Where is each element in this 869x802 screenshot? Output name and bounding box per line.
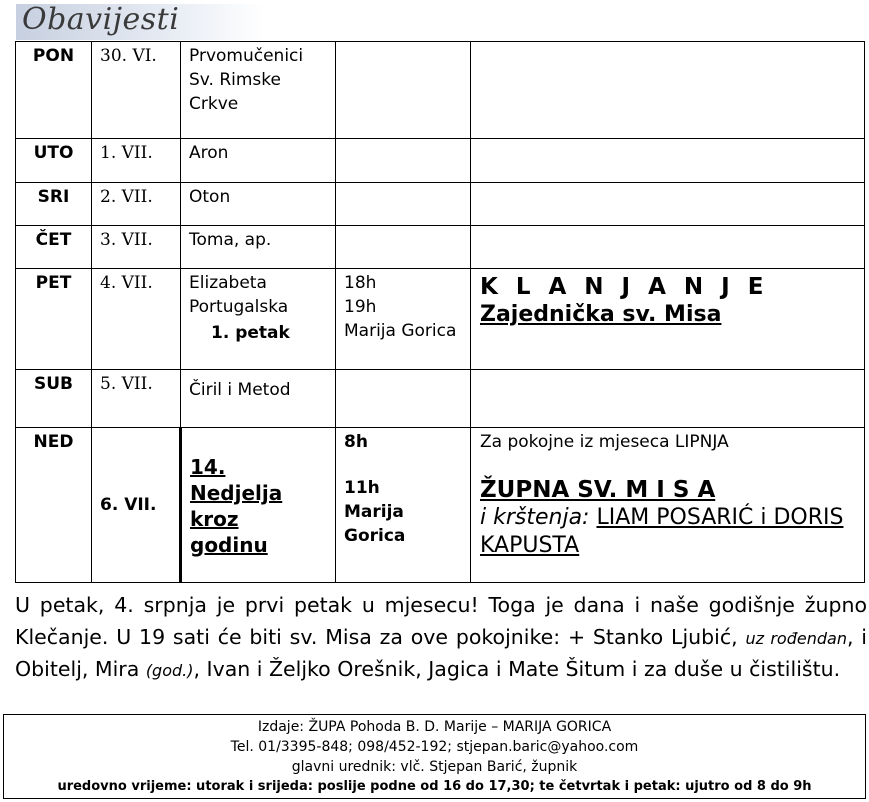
time-line: 18h <box>344 273 377 293</box>
announcement-note: uz rođendan <box>745 628 847 648</box>
first-friday-note: 1. petak <box>211 323 290 343</box>
event-cell <box>471 428 865 583</box>
sunday-title <box>190 454 327 558</box>
table-row <box>16 226 865 269</box>
time-cell <box>336 139 471 183</box>
announcement-paragraph <box>15 590 867 687</box>
event-cell <box>471 370 865 428</box>
sunday-title-line: godinu <box>190 533 268 557</box>
saint-line: Prvomučenici <box>189 46 304 66</box>
time-cell <box>336 42 471 139</box>
saint-line: Portugalska <box>189 297 289 317</box>
schedule-table <box>15 41 865 583</box>
mass-intention: Za pokojne iz mjeseca LIPNJA <box>480 432 729 452</box>
day-cell: PON <box>16 42 92 139</box>
date-cell: 3. VII. <box>92 226 181 269</box>
day-cell: NED <box>16 428 92 583</box>
date-cell: 2. VII. <box>92 183 181 226</box>
time-line: Marija <box>344 502 404 522</box>
common-mass-label: Zajednička sv. Misa <box>480 302 722 327</box>
announcement-note: (god.) <box>145 661 194 680</box>
table-row <box>16 42 865 139</box>
saint-cell <box>181 183 336 226</box>
saint-cell <box>181 370 336 428</box>
day-cell: ČET <box>16 226 92 269</box>
saint-line: Sv. Rimske <box>189 70 281 90</box>
time-line: 19h <box>344 297 377 317</box>
announcement-text: , i Obitelj, Mira <box>15 624 867 681</box>
editor-line: glavni urednik: vlč. Stjepan Barić, župnik <box>291 759 578 775</box>
baptism-label: i krštenja: <box>480 505 590 530</box>
date-cell: 6. VII. <box>92 428 181 583</box>
date-cell: 30. VI. <box>92 42 181 139</box>
time-line: 8h <box>344 432 368 452</box>
publisher-line: Izdaje: ŽUPA Pohoda B. D. Marije – MARIJA GORICA <box>257 719 612 735</box>
event-cell <box>471 183 865 226</box>
sunday-title-line: kroz <box>190 507 239 531</box>
saint-line: Toma, ap. <box>189 230 272 250</box>
time-cell <box>336 226 471 269</box>
date-cell: 4. VII. <box>92 269 181 370</box>
sunday-title-line: 14. <box>190 455 226 479</box>
day-cell: SRI <box>16 183 92 226</box>
table-row <box>16 428 865 583</box>
baptism-names: LIAM POSARIĆ i DORIS KAPUSTA <box>480 505 844 558</box>
time-line: Marija Gorica <box>344 321 457 341</box>
table-row <box>16 139 865 183</box>
day-cell: UTO <box>16 139 92 183</box>
saint-line: Oton <box>189 187 231 207</box>
date-cell: 1. VII. <box>92 139 181 183</box>
office-hours-line: uredovno vrijeme: utorak i srijeda: poslije podne od 16 do 17,30; te četvrtak i petak: ujutro od 8 do 9h <box>57 779 812 794</box>
baptism-line <box>480 504 856 560</box>
contact-line: Tel. 01/3395-848; 098/452-192; stjepan.baric@yahoo.com <box>230 739 639 755</box>
time-cell <box>336 428 471 583</box>
event-cell <box>471 269 865 370</box>
time-cell <box>336 183 471 226</box>
saint-line: Aron <box>189 143 229 163</box>
page-title: Obavijesti <box>22 2 180 37</box>
saint-line: Crkve <box>189 94 239 114</box>
event-cell <box>471 139 865 183</box>
announcement-text: U petak, 4. srpnja je prvi petak u mjesecu! Toga je dana i naše godišnje župno Klečanje. U 19 sati će biti sv. Misa za ove pokojnike: + Stanko Ljubić, <box>15 593 867 649</box>
time-line: Gorica <box>344 526 406 546</box>
saint-cell <box>181 226 336 269</box>
day-cell: PET <box>16 269 92 370</box>
saint-line: Čiril i Metod <box>189 380 291 400</box>
sunday-title-line: Nedjelja <box>190 481 283 505</box>
date-cell: 5. VII. <box>92 370 181 428</box>
table-row <box>16 269 865 370</box>
parish-mass-title: ŽUPNA SV. M I S A <box>480 477 716 503</box>
day-cell: SUB <box>16 370 92 428</box>
time-cell <box>336 269 471 370</box>
saint-cell <box>181 42 336 139</box>
adoration-title: K L A N J A N J E <box>480 274 769 300</box>
time-cell <box>336 370 471 428</box>
event-cell <box>471 226 865 269</box>
event-cell <box>471 42 865 139</box>
announcement-text: , Ivan i Željko Orešnik, Jagica i Mate Šitum i za duše u čistilištu. <box>193 657 841 681</box>
table-row <box>16 370 865 428</box>
saint-cell <box>181 269 336 370</box>
saint-cell <box>181 139 336 183</box>
saint-line: Elizabeta <box>189 273 267 293</box>
footer-box <box>3 714 866 799</box>
time-line: 11h <box>344 478 380 498</box>
header-banner <box>16 4 264 40</box>
table-row <box>16 183 865 226</box>
saint-cell <box>181 428 336 583</box>
